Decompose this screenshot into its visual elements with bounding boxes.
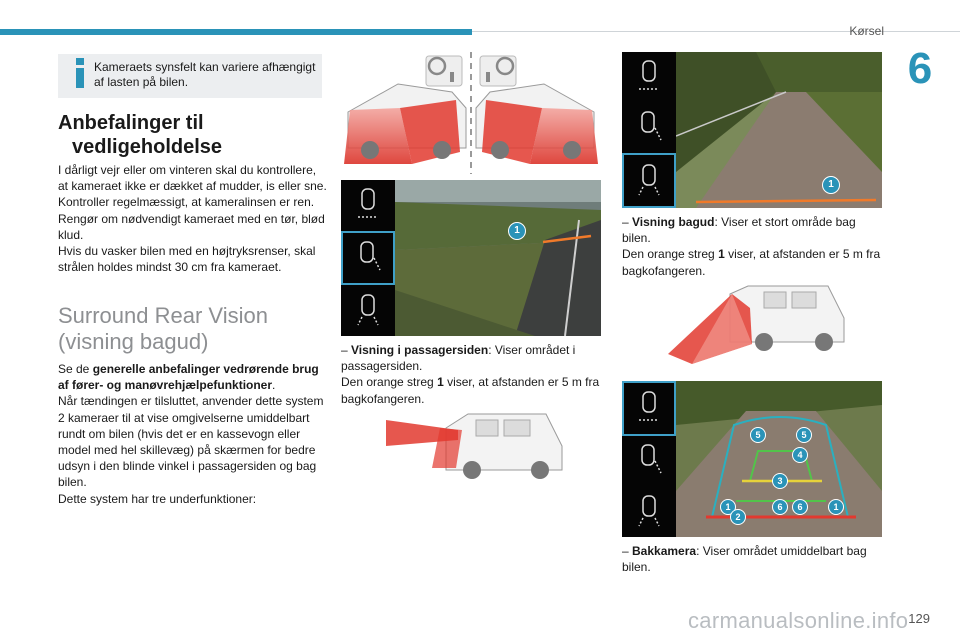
srv-heading-line1: Surround Rear Vision bbox=[58, 303, 268, 328]
caption-title: Bakkamera bbox=[632, 544, 697, 558]
srv-paragraph: Dette system har tre underfunktioner: bbox=[58, 491, 257, 506]
marker-badge: 5 bbox=[796, 427, 812, 443]
car-reverse-icon bbox=[636, 163, 662, 199]
car-rear-wide-icon bbox=[636, 59, 662, 95]
chapter-title: Kørsel bbox=[849, 24, 884, 38]
header-accent-bar bbox=[0, 29, 472, 35]
reverse-camera-image bbox=[676, 381, 882, 537]
srv-intro-suffix: . bbox=[272, 378, 276, 393]
caption-text: Den orange streg bbox=[622, 247, 719, 262]
car-passenger-side-icon bbox=[636, 443, 662, 479]
caption-text: : Viser et stort område bag bilen. bbox=[622, 215, 856, 246]
maintenance-paragraph: Hvis du vasker bilen med en højtryksrenser, skal strålen holdes mindst 30 cm fra kameraet. bbox=[58, 244, 316, 275]
caption-text: : Viser området umiddelbart bag bilen. bbox=[622, 544, 867, 575]
view-button-passenger[interactable] bbox=[622, 103, 676, 154]
car-reverse-icon bbox=[636, 494, 662, 530]
srv-intro-prefix: Se de bbox=[58, 362, 93, 376]
view-button-reverse[interactable] bbox=[622, 486, 676, 537]
camera-coverage-diagram bbox=[340, 52, 602, 174]
view-button-rear-wide[interactable] bbox=[341, 180, 395, 231]
car-passenger-side-icon bbox=[636, 110, 662, 146]
caption-line bbox=[622, 543, 887, 575]
caption-text: viser, at afstanden er 5 m fra bagkofangeren. bbox=[622, 247, 881, 278]
reverse-camera-caption bbox=[622, 543, 887, 575]
chapter-number: 6 bbox=[907, 44, 933, 93]
marker-badge: 3 bbox=[772, 473, 788, 489]
marker-badge: 5 bbox=[750, 427, 766, 443]
rear-coverage-van bbox=[668, 284, 848, 368]
caption-dash: – bbox=[341, 343, 352, 357]
car-reverse-icon bbox=[355, 293, 381, 329]
caption-dash: – bbox=[622, 215, 633, 229]
maintenance-heading-line1: Anbefalinger til bbox=[58, 112, 204, 134]
view-button-passenger[interactable] bbox=[341, 231, 395, 286]
marker-badge: 1 bbox=[822, 176, 840, 194]
surround-rear-vision-heading bbox=[58, 303, 328, 355]
marker-badge: 1 bbox=[508, 222, 526, 240]
car-rear-wide-icon bbox=[355, 187, 381, 223]
marker-badge: 1 bbox=[828, 499, 844, 515]
view-selector bbox=[622, 381, 676, 537]
info-icon bbox=[72, 58, 88, 88]
maintenance-heading bbox=[58, 111, 328, 159]
caption-dash: – bbox=[622, 544, 633, 558]
caption-number: 1 bbox=[718, 247, 725, 262]
rear-view-screen bbox=[622, 52, 882, 208]
rear-camera-image bbox=[676, 52, 882, 208]
srv-heading-line2: (visning bagud) bbox=[58, 329, 209, 354]
srv-intro-link: generelle anbefalinger vedrørende brug af fører- og manøvrehjælpefunktioner bbox=[58, 362, 319, 393]
srv-text bbox=[58, 361, 328, 507]
passenger-view-screen bbox=[341, 180, 601, 336]
maintenance-paragraph: I dårligt vejr eller om vinteren skal du kontrollere, at kameraet ikke er dækket af mudder, is eller sne. bbox=[58, 163, 327, 194]
marker-badge: 1 bbox=[720, 499, 736, 515]
caption-line bbox=[622, 214, 887, 246]
caption-line bbox=[622, 246, 887, 278]
maintenance-heading-line2: vedligeholdelse bbox=[72, 136, 223, 158]
srv-paragraph: Når tændingen er tilsluttet, anvender dette system 2 kameraer til at vise omgivelserne umiddelbart rundt om bilen (hvis det er en kassevogn eller model med hel skillevæg) på skærmen for bedre udsyn i den blinde vinkel i passagersiden og bag bilen. bbox=[58, 394, 324, 490]
page-number: 129 bbox=[908, 611, 930, 626]
car-rear-wide-icon bbox=[636, 390, 662, 426]
caption-title: Visning i passagersiden bbox=[351, 343, 489, 357]
rear-view-caption bbox=[622, 214, 887, 279]
marker-badge: 6 bbox=[772, 499, 788, 515]
marker-badge: 2 bbox=[730, 509, 746, 525]
maintenance-paragraph: Kontroller regelmæssigt, at kameralinsen er ren. Rengør om nødvendigt kameraet med en tør, blød klud. bbox=[58, 195, 325, 242]
caption-line bbox=[341, 374, 603, 406]
view-button-reverse[interactable] bbox=[622, 153, 676, 208]
car-passenger-side-icon bbox=[355, 240, 381, 276]
caption-text: : Viser området i passagersiden. bbox=[341, 343, 576, 374]
footer-watermark: carmanualsonline.info bbox=[688, 608, 909, 633]
info-text: Kameraets synsfelt kan variere afhængigt af lasten på bilen. bbox=[94, 60, 316, 89]
passenger-camera-image bbox=[395, 180, 601, 336]
view-button-reverse[interactable] bbox=[341, 285, 395, 336]
view-button-rear-wide[interactable] bbox=[622, 381, 676, 436]
passenger-coverage-van bbox=[386, 410, 566, 482]
maintenance-text bbox=[58, 162, 328, 275]
caption-number: 1 bbox=[437, 375, 444, 390]
caption-text: Den orange streg bbox=[341, 375, 438, 390]
marker-badge: 4 bbox=[792, 447, 808, 463]
view-selector bbox=[622, 52, 676, 208]
view-button-rear-wide[interactable] bbox=[622, 52, 676, 103]
view-button-passenger[interactable] bbox=[622, 436, 676, 487]
caption-text: viser, at afstanden er 5 m fra bagkofangeren. bbox=[341, 375, 600, 406]
reverse-camera-screen bbox=[622, 381, 882, 537]
view-selector bbox=[341, 180, 395, 336]
caption-line bbox=[341, 342, 603, 374]
caption-title: Visning bagud bbox=[632, 215, 715, 229]
marker-badge: 6 bbox=[792, 499, 808, 515]
passenger-view-caption bbox=[341, 342, 603, 407]
header-rule bbox=[472, 31, 960, 32]
srv-intro bbox=[58, 361, 328, 393]
